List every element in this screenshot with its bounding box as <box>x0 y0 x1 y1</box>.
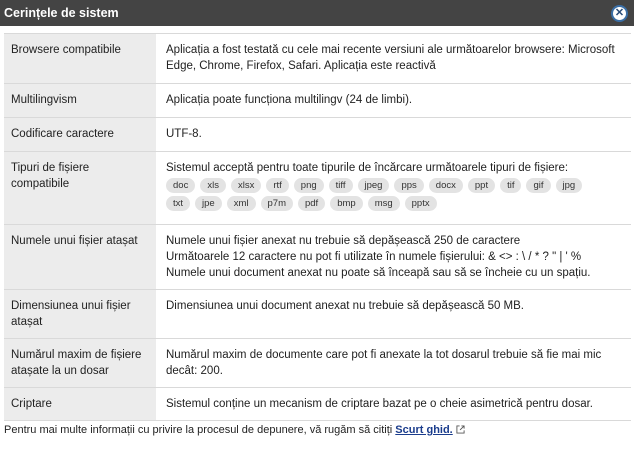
guide-link[interactable]: Scurt ghid. <box>395 424 453 436</box>
row-value <box>156 290 631 338</box>
value-line: Sistemul acceptă pentru toate tipurile de încărcare următoarele tipuri de fișiere: <box>166 162 569 174</box>
close-icon[interactable]: ✕ <box>611 5 628 22</box>
table-row <box>4 34 631 84</box>
file-type-chip: pps <box>394 178 423 193</box>
file-type-chip: jpe <box>195 196 222 211</box>
row-value <box>156 84 631 117</box>
value-line: Aplicația a fost testată cu cele mai recente versiuni ale următoarelor browsere: Microsoft Edge, Chrome, Firefox, Safari. Aplicația este reactivă <box>166 44 615 72</box>
row-value <box>156 34 631 83</box>
row-value <box>156 118 631 151</box>
file-type-chip: tif <box>500 178 521 193</box>
row-label: Numele unui fișier atașat <box>4 225 156 289</box>
dialog-title: Cerințele de sistem <box>4 6 119 20</box>
table-row <box>4 84 631 118</box>
row-label: Dimensiunea unui fișier atașat <box>4 290 156 338</box>
file-type-chip: msg <box>368 196 400 211</box>
footer-text: Pentru mai multe informații cu privire la procesul de depunere, vă rugăm să citiți <box>4 424 396 436</box>
file-type-chip: ppt <box>468 178 495 193</box>
file-type-chip: pptx <box>405 196 437 211</box>
file-type-chip: xlsx <box>231 178 261 193</box>
file-type-chip: doc <box>166 178 195 193</box>
external-link-icon[interactable] <box>456 425 465 434</box>
row-label: Criptare <box>4 388 156 420</box>
row-label: Numărul maxim de fișiere atașate la un dosar <box>4 339 156 387</box>
requirements-table <box>4 33 631 421</box>
table-row <box>4 225 631 290</box>
file-type-chip: p7m <box>261 196 293 211</box>
dialog-header <box>0 0 634 26</box>
row-label: Tipuri de fișiere compatibile <box>4 152 156 224</box>
value-line: Numărul maxim de documente care pot fi anexate la tot dosarul trebuie să fie mai mic decât: 200. <box>166 349 602 377</box>
file-type-chip: png <box>294 178 324 193</box>
file-type-chip: rtf <box>266 178 288 193</box>
value-line: Sistemul conține un mecanism de criptare bazat pe o cheie asimetrică pentru dosar. <box>166 398 593 410</box>
file-type-chip: bmp <box>330 196 362 211</box>
value-line: Numele unui document anexat nu poate să înceapă sau să se încheie cu un spațiu. <box>166 267 591 279</box>
table-row <box>4 118 631 152</box>
value-line: Următoarele 12 caractere nu pot fi utilizate în numele fișierului: & <> : \ / * ? " | ' % <box>166 251 582 263</box>
table-row <box>4 152 631 225</box>
file-type-list <box>166 178 606 211</box>
table-row <box>4 388 631 421</box>
row-value <box>156 388 631 420</box>
file-type-chip: jpg <box>556 178 583 193</box>
row-label: Browsere compatibile <box>4 34 156 83</box>
file-type-chip: tiff <box>329 178 353 193</box>
file-type-chip: xls <box>200 178 226 193</box>
file-type-chip: xml <box>227 196 256 211</box>
file-type-chip: txt <box>166 196 190 211</box>
row-label: Codificare caractere <box>4 118 156 151</box>
file-type-chip: pdf <box>298 196 325 211</box>
table-row <box>4 290 631 339</box>
file-type-chip: gif <box>526 178 550 193</box>
row-value <box>156 225 631 289</box>
row-value <box>156 152 631 224</box>
table-row <box>4 339 631 388</box>
value-line: Aplicația poate funcționa multilingv (24 de limbi). <box>166 94 413 106</box>
row-label: Multilingvism <box>4 84 156 117</box>
row-value <box>156 339 631 387</box>
value-line: Numele unui fișier anexat nu trebuie să depășească 250 de caractere <box>166 235 521 247</box>
file-type-chip: jpeg <box>358 178 390 193</box>
footer-note <box>4 424 465 436</box>
value-line: UTF-8. <box>166 128 202 140</box>
file-type-chip: docx <box>429 178 463 193</box>
value-line: Dimensiunea unui document anexat nu trebuie să depășească 50 MB. <box>166 300 525 312</box>
